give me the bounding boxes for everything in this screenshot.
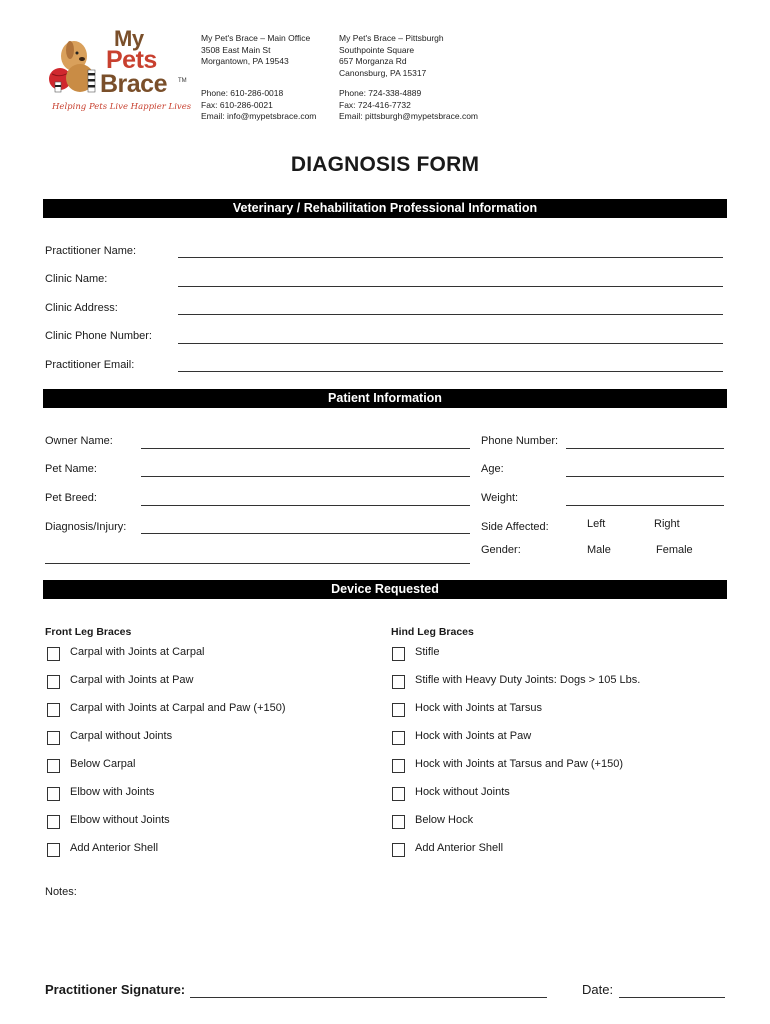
date-label: Date: bbox=[582, 982, 614, 997]
front-brace-option-label: Elbow without Joints bbox=[70, 814, 170, 826]
main-office-phone: Phone: 610-286-0018 bbox=[201, 88, 284, 98]
practitioner-signature-label: Practitioner Signature: bbox=[45, 982, 186, 997]
pittsburgh-office-address bbox=[339, 33, 444, 79]
hind-brace-option-label: Stifle with Heavy Duty Joints: Dogs > 105 Lbs. bbox=[415, 674, 641, 686]
clinic-address-field[interactable] bbox=[178, 314, 723, 315]
front-brace-checkbox[interactable] bbox=[47, 703, 60, 717]
pet-name-field[interactable] bbox=[141, 476, 470, 477]
clinic-phone-field[interactable] bbox=[178, 343, 723, 344]
pittsburgh-office-email: Email: pittsburgh@mypetsbrace.com bbox=[339, 111, 479, 121]
pittsburgh-office-contact bbox=[339, 88, 478, 123]
phone-number-label: Phone Number: bbox=[481, 435, 559, 447]
pittsburgh-office-phone: Phone: 724-338-4889 bbox=[339, 88, 422, 98]
trademark-mark: TM bbox=[178, 78, 187, 84]
hind-brace-checkbox[interactable] bbox=[392, 703, 405, 717]
date-field[interactable] bbox=[619, 997, 725, 998]
hind-brace-checkbox[interactable] bbox=[392, 675, 405, 689]
practitioner-name-label: Practitioner Name: bbox=[45, 245, 137, 257]
logo-tagline: Helping Pets Live Happier Lives bbox=[52, 102, 192, 112]
section-header-professional: Veterinary / Rehabilitation Professional Information bbox=[43, 199, 727, 218]
clinic-address-label: Clinic Address: bbox=[45, 302, 118, 314]
practitioner-name-field[interactable] bbox=[178, 257, 723, 258]
gender-female-option[interactable]: Female bbox=[656, 544, 693, 556]
main-office-contact bbox=[201, 88, 316, 123]
pittsburgh-office-city: Canonsburg, PA 15317 bbox=[339, 67, 427, 78]
front-brace-option-label: Carpal without Joints bbox=[70, 730, 173, 742]
pittsburgh-office-place: Southpointe Square bbox=[339, 44, 415, 55]
side-affected-label: Side Affected: bbox=[481, 521, 549, 533]
gender-label: Gender: bbox=[481, 544, 521, 556]
notes-area[interactable] bbox=[45, 905, 725, 965]
hind-brace-checkbox[interactable] bbox=[392, 787, 405, 801]
hind-brace-option-label: Hock with Joints at Tarsus and Paw (+150) bbox=[415, 758, 623, 770]
notes-label: Notes: bbox=[45, 886, 77, 898]
hind-brace-checkbox[interactable] bbox=[392, 843, 405, 857]
main-office-fax: Fax: 610-286-0021 bbox=[201, 99, 273, 110]
clinic-name-field[interactable] bbox=[178, 286, 723, 287]
hind-brace-checkbox[interactable] bbox=[392, 731, 405, 745]
diagnosis-field[interactable] bbox=[141, 533, 470, 534]
age-field[interactable] bbox=[566, 476, 724, 477]
pet-name-label: Pet Name: bbox=[45, 463, 97, 475]
main-office-name: My Pet's Brace – Main Office bbox=[201, 33, 311, 43]
owner-name-field[interactable] bbox=[141, 448, 470, 449]
front-brace-checkbox[interactable] bbox=[47, 647, 60, 661]
practitioner-email-field[interactable] bbox=[178, 371, 723, 372]
pittsburgh-office-fax: Fax: 724-416-7732 bbox=[339, 99, 411, 110]
phone-number-field[interactable] bbox=[566, 448, 724, 449]
pittsburgh-office-street: 657 Morganza Rd bbox=[339, 56, 407, 66]
hind-brace-option-label: Below Hock bbox=[415, 814, 474, 826]
main-office-street: 3508 East Main St bbox=[201, 44, 271, 55]
weight-field[interactable] bbox=[566, 505, 724, 506]
front-brace-option-label: Elbow with Joints bbox=[70, 786, 155, 798]
age-label: Age: bbox=[481, 463, 504, 475]
front-brace-option-label: Carpal with Joints at Carpal and Paw (+150) bbox=[70, 702, 286, 714]
company-logo bbox=[44, 26, 194, 118]
side-right-option[interactable]: Right bbox=[654, 518, 680, 530]
section-header-patient: Patient Information bbox=[43, 389, 727, 408]
hind-brace-checkbox[interactable] bbox=[392, 815, 405, 829]
front-brace-checkbox[interactable] bbox=[47, 731, 60, 745]
hind-brace-option-label: Hock without Joints bbox=[415, 786, 510, 798]
hind-brace-option-label: Hock with Joints at Tarsus bbox=[415, 702, 542, 714]
logo-text-my: My bbox=[114, 26, 144, 51]
front-brace-checkbox[interactable] bbox=[47, 787, 60, 801]
hind-brace-option-label: Stifle bbox=[415, 646, 440, 658]
hind-brace-option-label: Hock with Joints at Paw bbox=[415, 730, 532, 742]
practitioner-email-label: Practitioner Email: bbox=[45, 359, 135, 371]
main-office-email: Email: info@mypetsbrace.com bbox=[201, 111, 317, 121]
hind-leg-braces-heading: Hind Leg Braces bbox=[391, 626, 474, 638]
form-title: DIAGNOSIS FORM bbox=[290, 153, 480, 176]
practitioner-signature-field[interactable] bbox=[190, 997, 547, 998]
clinic-phone-label: Clinic Phone Number: bbox=[45, 330, 152, 342]
front-brace-checkbox[interactable] bbox=[47, 759, 60, 773]
pet-breed-field[interactable] bbox=[141, 505, 470, 506]
front-brace-option-label: Below Carpal bbox=[70, 758, 136, 770]
front-brace-option-label: Add Anterior Shell bbox=[70, 842, 159, 854]
owner-name-label: Owner Name: bbox=[45, 435, 113, 447]
front-brace-checkbox[interactable] bbox=[47, 815, 60, 829]
gender-male-option[interactable]: Male bbox=[587, 544, 611, 556]
front-brace-option-label: Carpal with Joints at Carpal bbox=[70, 646, 205, 658]
logo-text-brace: Brace bbox=[100, 70, 167, 98]
clinic-name-label: Clinic Name: bbox=[45, 273, 108, 285]
front-leg-braces-heading: Front Leg Braces bbox=[45, 626, 132, 638]
front-brace-option-label: Carpal with Joints at Paw bbox=[70, 674, 194, 686]
diagnosis-field-line2[interactable] bbox=[45, 563, 470, 564]
weight-label: Weight: bbox=[481, 492, 519, 504]
pittsburgh-office-name: My Pet's Brace – Pittsburgh bbox=[339, 33, 444, 43]
main-office-city: Morgantown, PA 19543 bbox=[201, 56, 289, 66]
diagnosis-label: Diagnosis/Injury: bbox=[45, 521, 127, 533]
front-brace-checkbox[interactable] bbox=[47, 843, 60, 857]
hind-brace-checkbox[interactable] bbox=[392, 647, 405, 661]
logo-text-pets: Pets bbox=[106, 46, 157, 74]
front-brace-checkbox[interactable] bbox=[47, 675, 60, 689]
main-office-address bbox=[201, 33, 310, 68]
side-left-option[interactable]: Left bbox=[587, 518, 606, 530]
section-header-device: Device Requested bbox=[43, 580, 727, 599]
hind-brace-option-label: Add Anterior Shell bbox=[415, 842, 504, 854]
pet-breed-label: Pet Breed: bbox=[45, 492, 97, 504]
hind-brace-checkbox[interactable] bbox=[392, 759, 405, 773]
